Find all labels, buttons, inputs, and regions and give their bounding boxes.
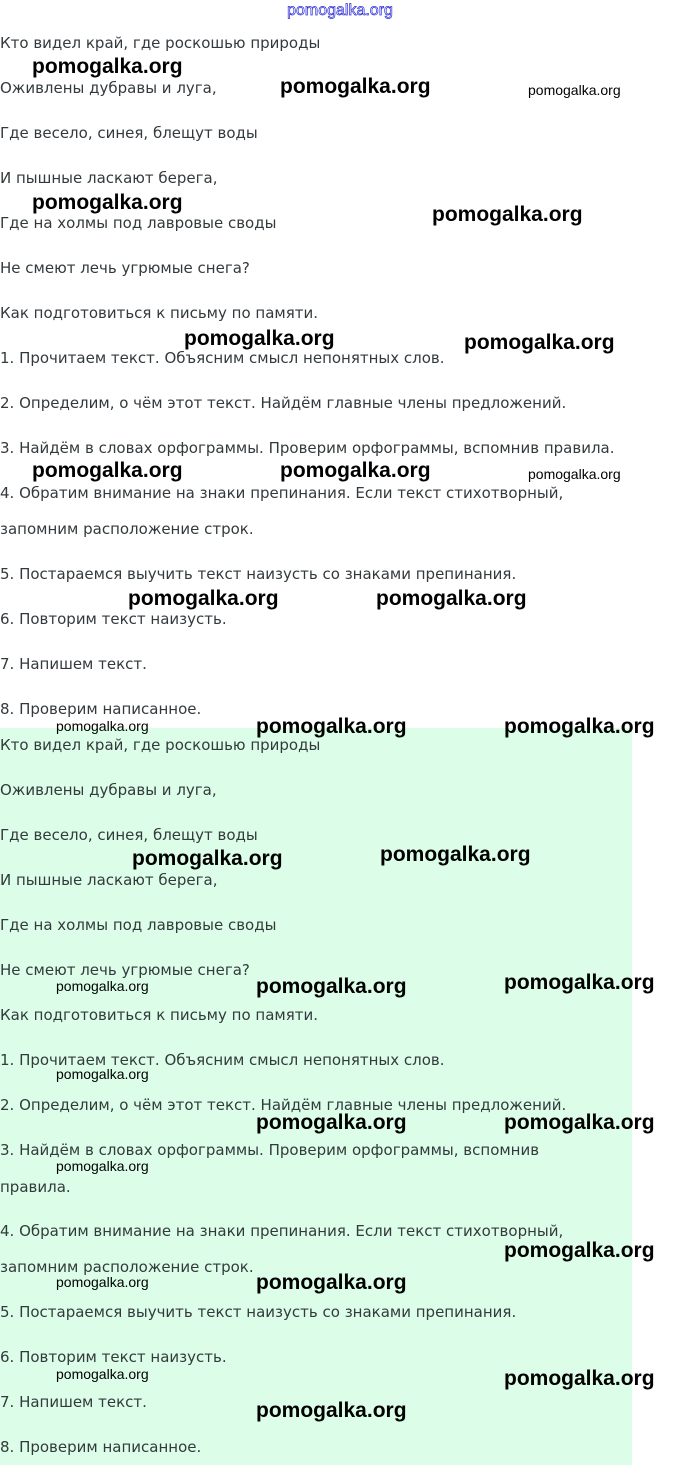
step-line: 3. Найдём в словах орфограммы. Проверим орфограммы, вспомнив [0,1141,540,1159]
poem-line: Где весело, синея, блещут воды [0,124,258,142]
watermark: pomogalka.org [32,55,183,78]
poem-line: Кто видел край, где роскошью природы [0,736,321,754]
step-line: 7. Напишем текст. [0,655,147,673]
watermark: pomogalka.org [504,715,655,738]
watermark: pomogalka.org [256,1111,407,1134]
step-line: 3. Найдём в словах орфограммы. Проверим орфограммы, вспомнив правила. [0,439,615,457]
poem-line: Где весело, синея, блещут воды [0,826,258,844]
watermark: pomogalka.org [256,1271,407,1294]
text-block-plain [0,0,680,728]
watermark: pomogalka.org [504,1239,655,1262]
watermark: pomogalka.org [132,847,283,870]
watermark: pomogalka.org [256,1399,407,1422]
step-line: 4. Обратим внимание на знаки препинания. Если текст стихотворный, [0,484,564,502]
watermark: pomogalka.org [56,978,149,994]
poem-line: Оживлены дубравы и луга, [0,781,217,799]
step-line: 2. Определим, о чём этот текст. Найдём главные члены предложений. [0,394,567,412]
site-header-link[interactable]: pomogalka.org [287,2,393,19]
watermark: pomogalka.org [56,718,149,734]
text-block-highlighted [0,728,632,1465]
watermark: pomogalka.org [376,587,527,610]
step-line: запомним расположение строк. [0,520,254,538]
watermark: pomogalka.org [280,75,431,98]
watermark: pomogalka.org [32,459,183,482]
step-line: 5. Постараемся выучить текст наизусть со знаками препинания. [0,1303,517,1321]
step-line: запомним расположение строк. [0,1258,254,1276]
step-line: 6. Повторим текст наизусть. [0,610,227,628]
step-line: 1. Прочитаем текст. Объясним смысл непонятных слов. [0,349,445,367]
step-line: 6. Повторим текст наизусть. [0,1348,227,1366]
watermark: pomogalka.org [464,331,615,354]
instructions-title: Как подготовиться к письму по памяти. [0,1006,318,1024]
step-line: 4. Обратим внимание на знаки препинания. Если текст стихотворный, [0,1222,564,1240]
watermark: pomogalka.org [380,843,531,866]
watermark: pomogalka.org [32,191,183,214]
instructions-title: Как подготовиться к письму по памяти. [0,304,318,322]
watermark: pomogalka.org [504,1367,655,1390]
poem-line: Оживлены дубравы и луга, [0,79,217,97]
watermark: pomogalka.org [56,1158,149,1174]
poem-line: Где на холмы под лавровые своды [0,916,277,934]
watermark: pomogalka.org [256,975,407,998]
watermark: pomogalka.org [504,971,655,994]
watermark: pomogalka.org [280,459,431,482]
step-line: 8. Проверим написанное. [0,1438,202,1456]
watermark: pomogalka.org [528,82,621,98]
watermark: pomogalka.org [56,1274,149,1290]
poem-line: Не смеют лечь угрюмые снега? [0,961,250,979]
step-line: 1. Прочитаем текст. Объясним смысл непонятных слов. [0,1051,445,1069]
step-line: 5. Постараемся выучить текст наизусть со знаками препинания. [0,565,517,583]
step-line: 2. Определим, о чём этот текст. Найдём главные члены предложений. [0,1096,567,1114]
watermark: pomogalka.org [432,203,583,226]
poem-line: И пышные ласкают берега, [0,169,218,187]
watermark: pomogalka.org [184,327,335,350]
watermark: pomogalka.org [56,1066,149,1082]
step-line: правила. [0,1178,71,1196]
poem-line: И пышные ласкают берега, [0,871,218,889]
poem-line: Не смеют лечь угрюмые снега? [0,259,250,277]
watermark: pomogalka.org [528,466,621,482]
step-line: 7. Напишем текст. [0,1393,147,1411]
watermark: pomogalka.org [256,715,407,738]
watermark: pomogalka.org [128,587,279,610]
poem-line: Где на холмы под лавровые своды [0,214,277,232]
watermark: pomogalka.org [56,1366,149,1382]
watermark: pomogalka.org [504,1111,655,1134]
poem-line: Кто видел край, где роскошью природы [0,34,321,52]
step-line: 8. Проверим написанное. [0,700,202,718]
